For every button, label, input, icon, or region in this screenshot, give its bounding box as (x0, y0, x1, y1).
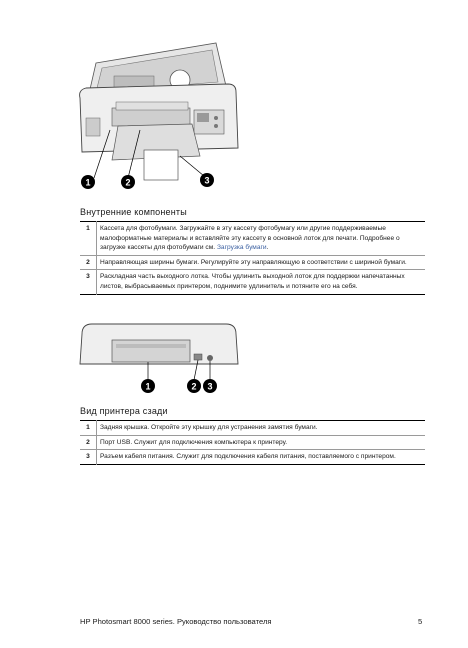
callout-3: 3 (204, 175, 210, 186)
row-description: Направляющая ширины бумаги. Регулируйте эту направляющую в соответствии с шириной бумаги. (100, 258, 407, 266)
rear-view-table (80, 420, 425, 465)
page-number: 5 (418, 617, 423, 626)
load-paper-link[interactable]: Загрузка бумаги (216, 244, 267, 252)
footer-title: HP Photosmart 8000 series. Руководство пользователя (80, 617, 272, 626)
table-row (80, 222, 425, 256)
row-description: Кассета для фотобумаги. Загружайте в эту кассету фотобумагу или другие поддерживаемые малоформатные материалы и вставляйте эту кассету в основной лоток для печати. Подробнее о загрузке кассеты для фотобумаги см. Загрузка бумаги. (100, 225, 400, 252)
section-title-rear-view: Вид принтера сзади (80, 406, 168, 416)
internal-components-table (80, 221, 425, 295)
table-row (80, 270, 425, 294)
callout-3: 3 (207, 381, 213, 392)
row-description: Порт USB. Служит для подключения компьютера к принтеру. (100, 438, 288, 446)
section-title-internal-components: Внутренние компоненты (80, 207, 187, 217)
callout-2: 2 (125, 177, 131, 188)
printer-rear-illustration (76, 320, 246, 396)
callout-1: 1 (85, 177, 91, 188)
printer-interior-illustration (76, 38, 246, 198)
table-row (80, 450, 425, 465)
table-row (80, 421, 425, 436)
table-row (80, 255, 425, 270)
row-description: Разъем кабеля питания. Служит для подключения кабеля питания, поставляемого с принтером. (100, 453, 396, 461)
row-number: 2 (80, 435, 97, 450)
table-row (80, 435, 425, 450)
row-number: 3 (80, 450, 97, 465)
row-number: 1 (80, 222, 97, 256)
row-number: 3 (80, 270, 97, 294)
row-description: Раскладная часть выходного лотка. Чтобы удлинить выходной лоток для поддержки напечатанных листов, выбрасываемых принтером, поднимите удлинитель и потяните его на себя. (100, 273, 405, 290)
row-number: 2 (80, 255, 97, 270)
callout-2: 2 (191, 381, 197, 392)
row-number: 1 (80, 421, 97, 436)
row-description: Задняя крышка. Откройте эту крышку для устранения замятия бумаги. (100, 424, 318, 431)
callout-1: 1 (145, 381, 151, 392)
